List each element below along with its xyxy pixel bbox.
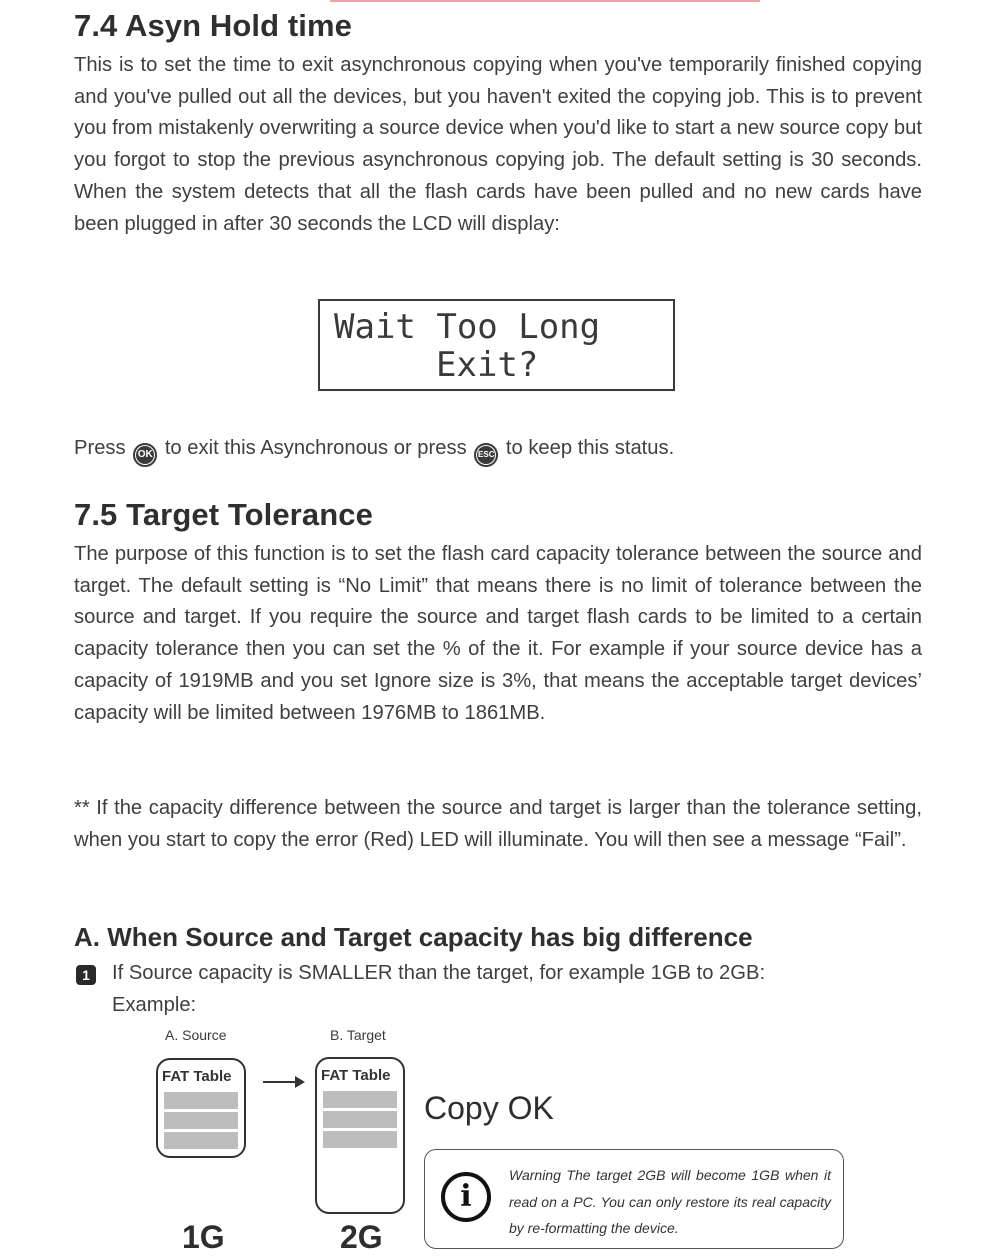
lcd-line-1: Wait Too Long bbox=[334, 307, 601, 347]
source-card bbox=[156, 1058, 246, 1158]
target-data-bar bbox=[323, 1091, 397, 1108]
press-instruction bbox=[74, 437, 674, 467]
esc-button-icon: ESC bbox=[474, 443, 498, 467]
target-card bbox=[315, 1057, 405, 1214]
target-data-bar bbox=[323, 1131, 397, 1148]
source-data-bar bbox=[164, 1112, 238, 1129]
info-icon: i bbox=[441, 1172, 491, 1222]
press-pre-text: Press bbox=[74, 437, 126, 459]
section-7-4-paragraph: This is to set the time to exit asynchronous copying when you've temporarily finished copying and you've pulled out all the devices, but you haven't exited the copying job. This is to prevent you from mistakenly overwriting a source device when you'd like to start a new source copy but you forgot to stop the previous asynchronous copying job. The default setting is 30 seconds. When the system detects that all the flash cards have been pulled and no new cards have been plugged in after 30 seconds the LCD will display: bbox=[74, 54, 922, 235]
section-7-5-paragraph: The purpose of this function is to set the flash card capacity tolerance between the source and target. The default setting is “No Limit” that means there is no limit of tolerance between the source and target. If you require the source and target flash cards to be limited to a certain capacity tolerance then you can set the % of the it. For example if your source device has a capacity of 1919MB and you set Ignore size is 3%, that means the acceptable target devices’ capacity will be limited between 1976MB to 1861MB. bbox=[74, 543, 922, 724]
section-7-5-title: 7.5 Target Tolerance bbox=[74, 497, 373, 532]
target-capacity-label: 2G bbox=[340, 1219, 383, 1255]
warning-box bbox=[424, 1149, 844, 1249]
section-7-4-title: 7.4 Asyn Hold time bbox=[74, 8, 352, 43]
lcd-display bbox=[318, 299, 675, 391]
target-label: B. Target bbox=[330, 1027, 386, 1043]
source-data-bar bbox=[164, 1132, 238, 1149]
ok-button-icon: OK bbox=[133, 443, 157, 467]
target-data-bar bbox=[323, 1111, 397, 1128]
source-capacity-label: 1G bbox=[182, 1219, 225, 1255]
tolerance-note: ** If the capacity difference between the source and target is larger than the tolerance setting, when you start to copy the error (Red) LED will illuminate. You will then see a message “Fail”. bbox=[74, 797, 922, 851]
press-post-text: to keep this status. bbox=[505, 437, 675, 459]
lcd-line-2: Exit? bbox=[436, 345, 539, 385]
source-data-bar bbox=[164, 1092, 238, 1109]
section-a-title: A. When Source and Target capacity has big difference bbox=[74, 922, 753, 952]
press-mid-text: to exit this Asynchronous or press bbox=[164, 437, 467, 459]
target-fat-table-label: FAT Table bbox=[321, 1067, 391, 1084]
warning-text: Warning The target 2GB will become 1GB when it read on a PC. You can only restore its real capacity by re-formatting the device. bbox=[509, 1167, 831, 1236]
item-text: If Source capacity is SMALLER than the target, for example 1GB to 2GB: bbox=[112, 962, 766, 984]
copy-ok-result: Copy OK bbox=[424, 1090, 554, 1126]
top-divider bbox=[330, 0, 760, 2]
source-label: A. Source bbox=[165, 1027, 227, 1043]
right-arrow-icon bbox=[263, 1081, 303, 1083]
example-label: Example: bbox=[112, 994, 197, 1016]
item-number-badge: 1 bbox=[76, 965, 96, 985]
source-fat-table-label: FAT Table bbox=[162, 1068, 232, 1085]
